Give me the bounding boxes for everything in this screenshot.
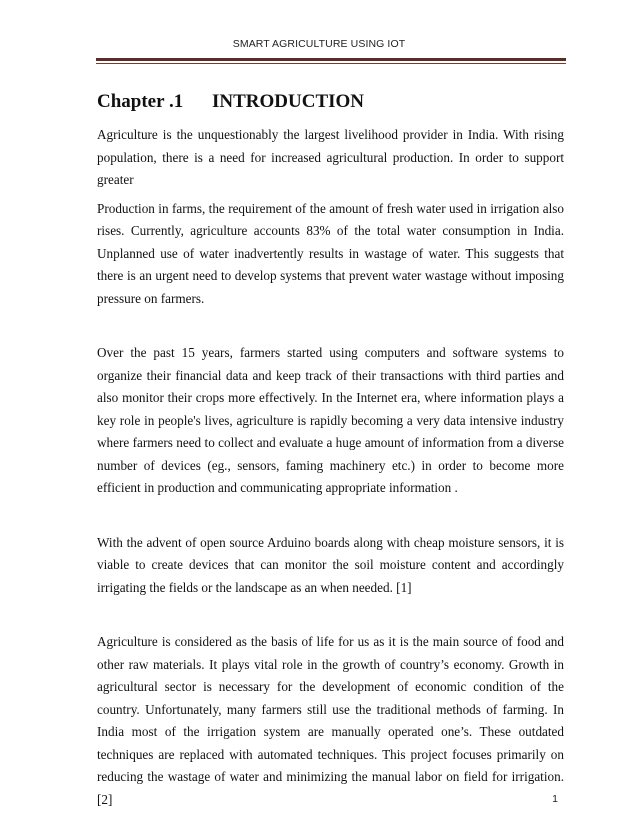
- paragraph: Over the past 15 years, farmers started using computers and software systems to organize their financial data and keep track of their transactions with third parties and also monitor their crops more effectively. In the Internet era, where information plays a key role in people's lives, agriculture is rapidly becoming a very data intensive industry where farmers need to collect and evaluate a huge amount of information from a diverse number of devices (eg., sensors, faming machinery etc.) in order to become more efficient in production and communicating appropriate information .: [97, 345, 564, 495]
- chapter-title: INTRODUCTION: [212, 91, 365, 112]
- running-header: SMART AGRICULTURE USING IOT: [232, 38, 406, 50]
- chapter-heading: [97, 91, 364, 113]
- paragraph: With the advent of open source Arduino boards along with cheap moisture sensors, it is viable to create devices that can monitor the soil moisture content and accordingly irrigating the fields or the landscape as an when needed. [1]: [97, 534, 564, 595]
- header-rule-thin: [96, 63, 566, 64]
- body-text: [97, 124, 564, 811]
- paragraph: Agriculture is considered as the basis of life for us as it is the main source of food and other raw materials. It plays vital role in the growth of country’s economy. Growth in agricultural sector is necessary for the development of economic condition of the country. Unfortunately, many farmers still use the traditional methods of farming. In India most of the irrigation system are manually operated one’s. These outdated techniques are replaced with automated techniques. This project focuses primarily on reducing the wastage of water and minimizing the manual labor on field for irrigation. [2]: [97, 634, 564, 807]
- chapter-number: Chapter .1: [97, 91, 184, 112]
- header-rule: [96, 58, 566, 61]
- paragraph: Production in farms, the requirement of the amount of fresh water used in irrigation also rises. Currently, agriculture accounts 83% of the total water consumption in India. Unplanned use of water inadvertently results in wastage of water. This suggests that there is an urgent need to develop systems that prevent water wastage without imposing pressure on farmers.: [97, 200, 564, 306]
- page-number: 1: [552, 793, 558, 805]
- paragraph: Agriculture is the unquestionably the largest livelihood provider in India. With rising population, there is a need for increased agricultural production. In order to support greater: [97, 127, 564, 187]
